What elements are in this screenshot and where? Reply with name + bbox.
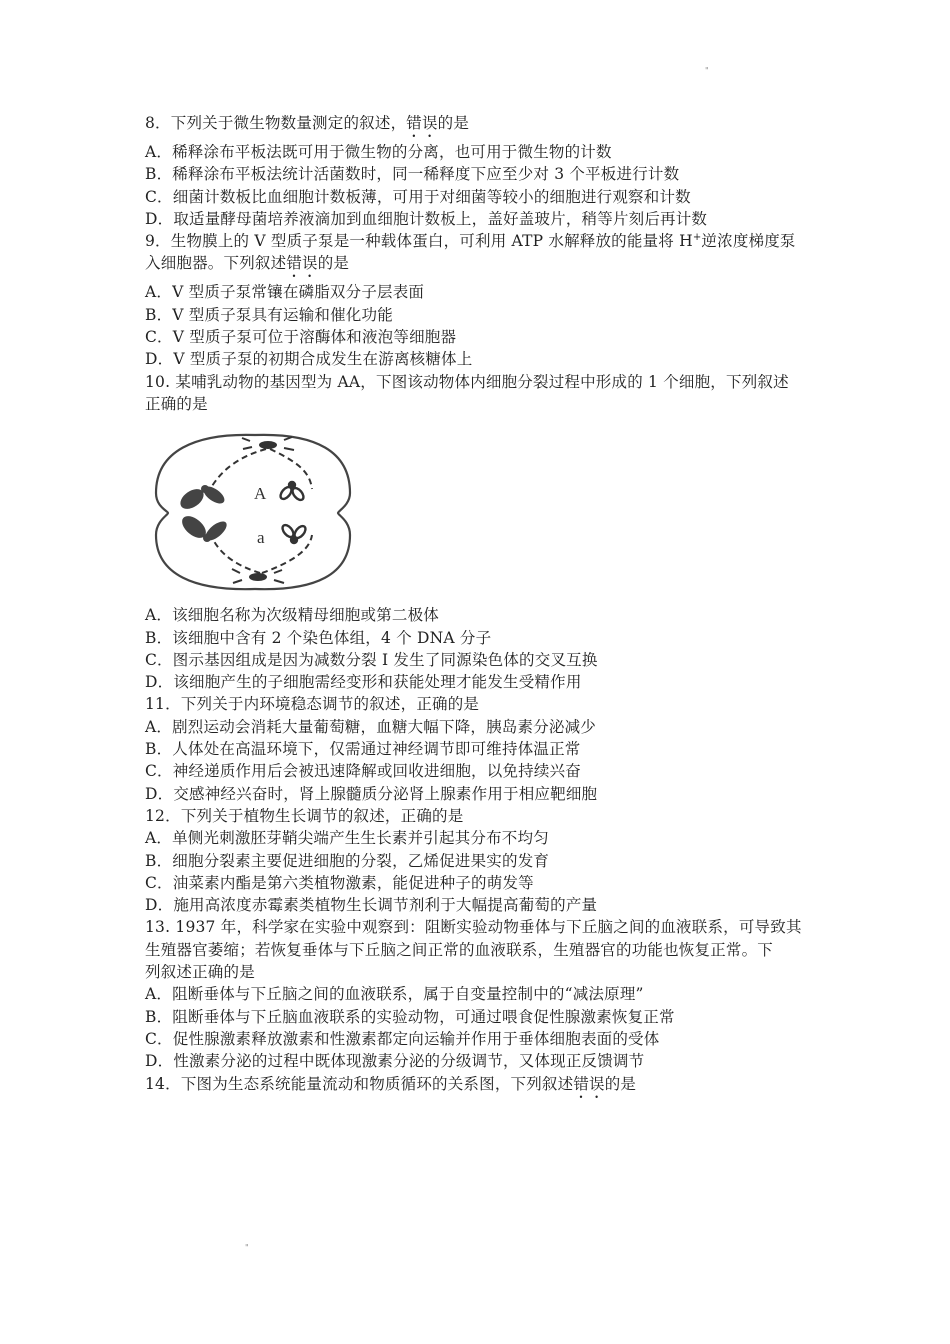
option-d: D．性激素分泌的过程中既体现激素分泌的分级调节，又体现正反馈调节 [145, 1052, 645, 1071]
question-stem: 11．下列关于内环境稳态调节的叙述，正确的是 [145, 695, 480, 714]
option-d: D．交感神经兴奋时，肾上腺髓质分泌肾上腺素作用于相应靶细胞 [145, 784, 598, 803]
cell-membrane [156, 435, 350, 589]
question-11 [145, 693, 825, 804]
page-mark-bottom: " [245, 1243, 249, 1252]
option-d: D．V 型质子泵的初期合成发生在游离核糖体上 [145, 350, 473, 369]
option-a: A．阻断垂体与下丘脑之间的血液联系，属于自变量控制中的“减法原理” [145, 985, 644, 1004]
chromosome-upper-right [278, 482, 305, 502]
question-12 [145, 805, 825, 916]
question-stem: 13. 1937 年，科学家在实验中观察到：阻断实验动物垂体与下丘脑之间的血液联系，可导致其 [145, 918, 802, 937]
question-14 [145, 1073, 825, 1102]
chromosome-upper-left [177, 483, 228, 513]
question-stem-cont: 入细胞器。下列叙述错误的是 [145, 254, 350, 273]
emphasis-text: 错误 [406, 114, 438, 132]
emphasis-text: 错误 [286, 254, 318, 273]
centrosome-top [242, 437, 294, 450]
emphasis-text: 错误 [573, 1074, 605, 1093]
option-d: D．该细胞产生的子细胞需经变形和获能处理才能发生受精作用 [145, 673, 582, 692]
option-a: A．单侧光刺激胚芽鞘尖端产生生长素并引起其分布不均匀 [145, 829, 549, 848]
chromosome-lower-left [178, 512, 230, 544]
question-13 [145, 916, 825, 1072]
option-b: B．该细胞中含有 2 个染色体组，4 个 DNA 分子 [145, 628, 492, 647]
option-c: C．油菜素内酯是第六类植物激素，能促进种子的萌发等 [145, 873, 534, 892]
option-b: B．阻断垂体与下丘脑血液联系的实验动物，可通过喂食促性腺激素恢复正常 [145, 1007, 675, 1026]
gene-label-lower: a [257, 528, 265, 548]
spindle-fibers [208, 449, 312, 573]
question-stem: 10. 某哺乳动物的基因型为 AA，下图该动物体内细胞分裂过程中形成的 1 个细胞，下列叙述 [145, 372, 789, 391]
question-list [145, 112, 825, 1102]
question-stem-cont: 生殖器官萎缩；若恢复垂体与下丘脑之间正常的血液联系，生殖器官的功能也恢复正常。下 [145, 940, 774, 959]
option-a: A．V 型质子泵常镶在磷脂双分子层表面 [145, 283, 425, 302]
gene-label-upper: A [254, 484, 267, 504]
question-9 [145, 230, 825, 370]
option-d: D．施用高浓度赤霉素类植物生长调节剂利于大幅提高葡萄的产量 [145, 896, 598, 915]
option-b: B．细胞分裂素主要促进细胞的分裂，乙烯促进果实的发育 [145, 851, 550, 870]
option-c: C．图示基因组成是因为减数分裂 I 发生了同源染色体的交叉互换 [145, 650, 598, 669]
question-stem: 14．下图为生态系统能量流动和物质循环的关系图，下列叙述错误的是 [145, 1074, 637, 1093]
option-c: C．促性腺激素释放激素和性激素都定向运输并作用于垂体细胞表面的受体 [145, 1029, 660, 1048]
option-c: C．V 型质子泵可位于溶酶体和液泡等细胞器 [145, 328, 457, 347]
question-8 [145, 112, 825, 230]
page-mark-top: " [705, 66, 709, 75]
question-stem-cont: 正确的是 [145, 394, 208, 413]
chromosome-lower-right [280, 523, 307, 543]
option-a: A．剧烈运动会消耗大量葡萄糖，血糖大幅下降，胰岛素分泌减少 [145, 717, 596, 736]
option-c: C．细菌计数板比血细胞计数板薄，可用于对细菌等较小的细胞进行观察和计数 [145, 187, 691, 206]
question-stem: 12．下列关于植物生长调节的叙述，正确的是 [145, 806, 464, 825]
option-d: D．取适量酵母菌培养液滴加到血细胞计数板上，盖好盖玻片，稍等片刻后再计数 [145, 209, 708, 228]
cell-division-diagram [150, 423, 360, 598]
option-a: A．该细胞名称为次级精母细胞或第二极体 [145, 606, 439, 625]
option-a: A．稀释涂布平板法既可用于微生物的分离，也可用于微生物的计数 [145, 143, 612, 161]
centrosome-bottom [232, 569, 284, 583]
option-c: C．神经递质作用后会被迅速降解或回收进细胞，以免持续兴奋 [145, 762, 581, 781]
option-b: B．稀释涂布平板法统计活菌数时，同一稀释度下应至少对 3 个平板进行计数 [145, 165, 680, 184]
option-b: B．人体处在高温环境下，仅需通过神经调节即可维持体温正常 [145, 740, 581, 759]
question-stem: 8．下列关于微生物数量测定的叙述，错误的是 [145, 114, 470, 132]
question-stem-cont: 列叙述正确的是 [145, 963, 255, 982]
superscript: + [692, 232, 702, 244]
question-10 [145, 371, 825, 694]
option-b: B．V 型质子泵具有运输和催化功能 [145, 305, 393, 324]
question-stem: 9．生物膜上的 V 型质子泵是一种载体蛋白，可利用 ATP 水解释放的能量将 H+逆浓度梯度泵 [145, 232, 796, 251]
